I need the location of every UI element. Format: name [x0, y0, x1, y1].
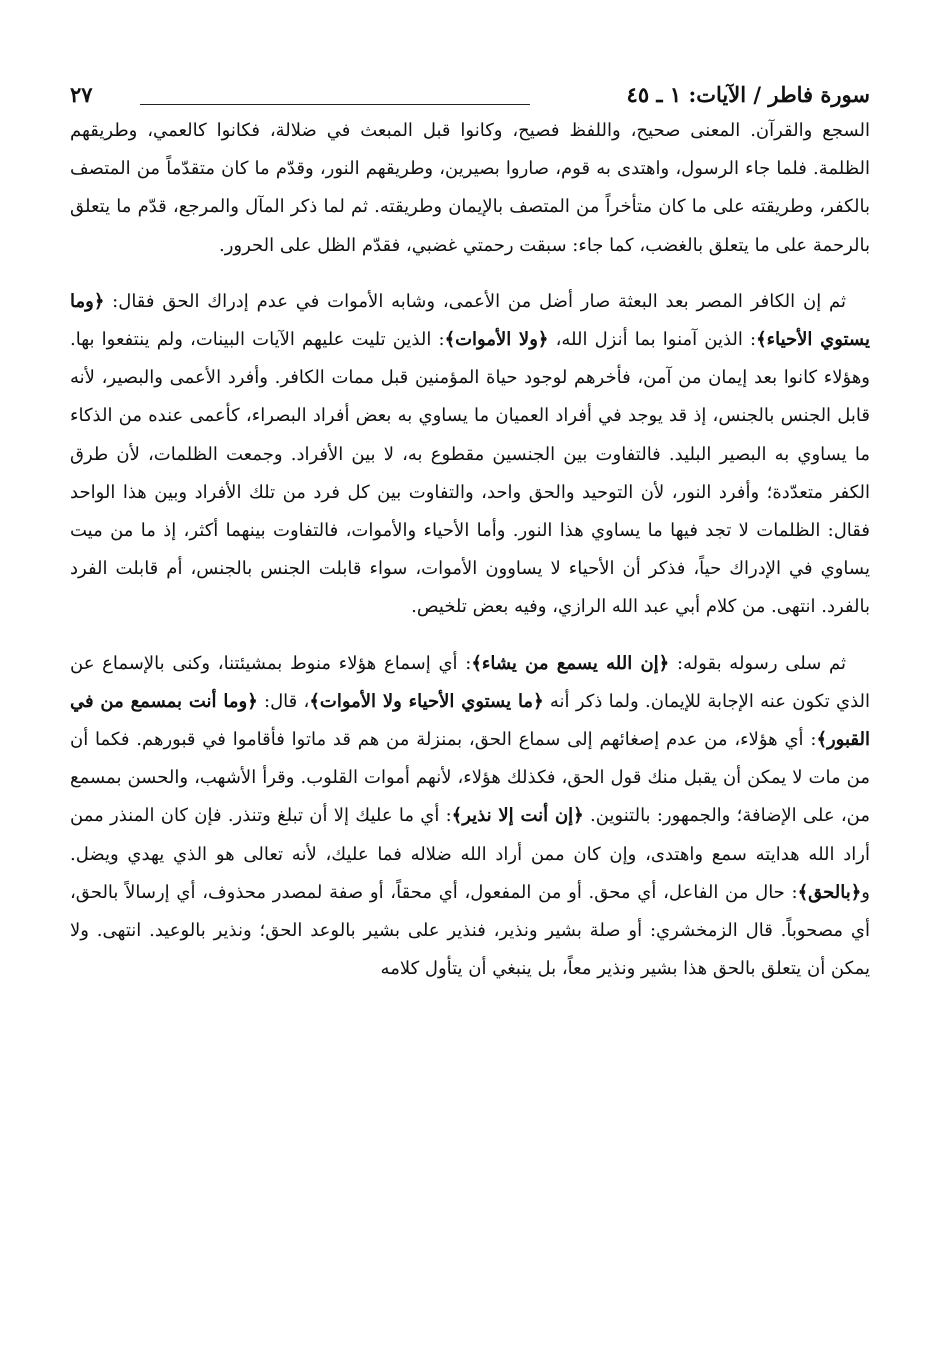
quran-quote: ﴿إن الله يسمع من يشاء﴾ — [471, 652, 670, 674]
quran-quote: ﴿بالحق﴾ — [797, 881, 862, 903]
paragraph-3 — [70, 645, 870, 989]
paragraph-3-text-3: ، قال: — [257, 690, 310, 712]
paragraph-2-text-2: : الذين آمنوا بما أنزل الله، — [548, 329, 757, 351]
paragraph-3-text-1: ثم سلى رسوله بقوله: — [669, 652, 846, 674]
book-page — [70, 78, 870, 988]
paragraph-3-text-5: : أي ما عليك إلا أن تبلغ وتنذر. فإن كان المنذر ممن أراد الله هدايته سمع واهتدى، وإن كان ممن أراد الله ضلاله فما عليك، لأنه تعالى هو الذي يهدي ويضل. و — [70, 805, 870, 903]
paragraph-1-text: السجع والقرآن. المعنى صحيح، واللفظ فصيح، وكانوا قبل المبعث في ضلالة، فكانوا كالعمي، وطريقهم الظلمة. فلما جاء الرسول، واهتدى به قوم، صاروا بصيرين، وطريقهم النور، وقدّم ما كان متقدّماً من المتصف بالكفر، وطريقته على ما كان متأخراً من المتصف بالإيمان وطريقته. ثم لما ذكر المآل والمرجع، قدّم ما يتعلق بالرحمة على ما يتعلق بالغضب، كما جاء: سبقت رحمتي غضبي، فقدّم الظل على الحرور. — [70, 120, 870, 256]
header-rule — [140, 104, 530, 105]
quran-quote: ﴿ولا الأموات﴾ — [444, 329, 549, 351]
paragraph-2 — [70, 283, 870, 627]
running-header — [70, 78, 870, 112]
page-number: ٢٧ — [70, 82, 93, 107]
quran-quote: ﴿ما يستوي الأحياء ولا الأموات﴾ — [309, 690, 544, 712]
paragraph-1 — [70, 112, 870, 265]
paragraph-2-text-1: ثم إن الكافر المصر بعد البعثة صار أضل من الأعمى، وشابه الأموات في عدم إدراك الحق فقال: — [104, 290, 846, 312]
paragraph-2-text-3: : الذين تليت عليهم الآيات البينات، ولم ينتفعوا بها. وهؤلاء كانوا بعد إيمان من آمن، فأخرهم لوجود حياة المؤمنين قبل ممات الكافر. وأفرد الأعمى والبصير، لأنه قابل الجنس بالجنس، إذ قد يوجد في أفراد العميان ما يساوي به بعض أفراد البصراء، كأعمى عنده من الذكاء ما يساوي به البصير البليد. فالتفاوت بين الجنسين مقطوع به، لا بين الأفراد. وجمعت الظلمات، لأن طرق الكفر متعدّدة؛ وأفرد النور، لأن التوحيد والحق واحد، والتفاوت بين كل فرد من تلك الأفراد وبين هذا الواحد فقال: الظلمات لا تجد فيها ما يساوي هذا النور. وأما الأحياء والأموات، فالتفاوت بينهما أكثر، إذ ما من ميت يساوي في الإدراك حياً، فذكر أن الأحياء لا يساوون الأموات، سواء قابلت الجنس بالجنس، أم قابلت الفرد بالفرد. انتهى. من كلام أبي عبد الله الرازي، وفيه بعض تلخيص. — [70, 329, 871, 618]
quran-quote: ﴿وما يستوي الأحياء﴾ — [70, 290, 870, 351]
quran-quote: ﴿وما أنت بمسمع من في القبور﴾ — [70, 690, 870, 751]
paragraph-3-text-6: : حال من الفاعل، أي محق. أو من المفعول، أي محقاً، أو صفة لمصدر محذوف، أي إرسالاً بالحق، أي مصحوباً. قال الزمخشري: أو صلة بشير ونذير، فنذير على بشير بالوعد الحق؛ ونذير بالوعيد. انتهى. ولا يمكن أن يتعلق بالحق هذا بشير ونذير معاً، بل ينبغي أن يتأول كلامه — [70, 881, 870, 980]
paragraph-3-text-2: : أي إسماع هؤلاء منوط بمشيئتنا، وكنى بالإسماع عن الذي تكون عنه الإجابة للإيمان. ولما ذكر أنه — [70, 652, 870, 712]
surah-title: سورة فاطر / الآيات: ١ ـ ٤٥ — [626, 82, 870, 107]
paragraph-3-text-4: : أي هؤلاء، من عدم إصغائهم إلى سماع الحق، بمنزلة من هم قد ماتوا فأقاموا في قبورهم. فكما أن من مات لا يمكن أن يقبل منك قول الحق، فكذلك هؤلاء، لأنهم أموات القلوب. وقرأ الأشهب، والحسن بمسمع من، على الإضافة؛ والجمهور: بالتنوين. — [70, 729, 871, 827]
quran-quote: ﴿إن أنت إلا نذير﴾ — [451, 805, 584, 827]
